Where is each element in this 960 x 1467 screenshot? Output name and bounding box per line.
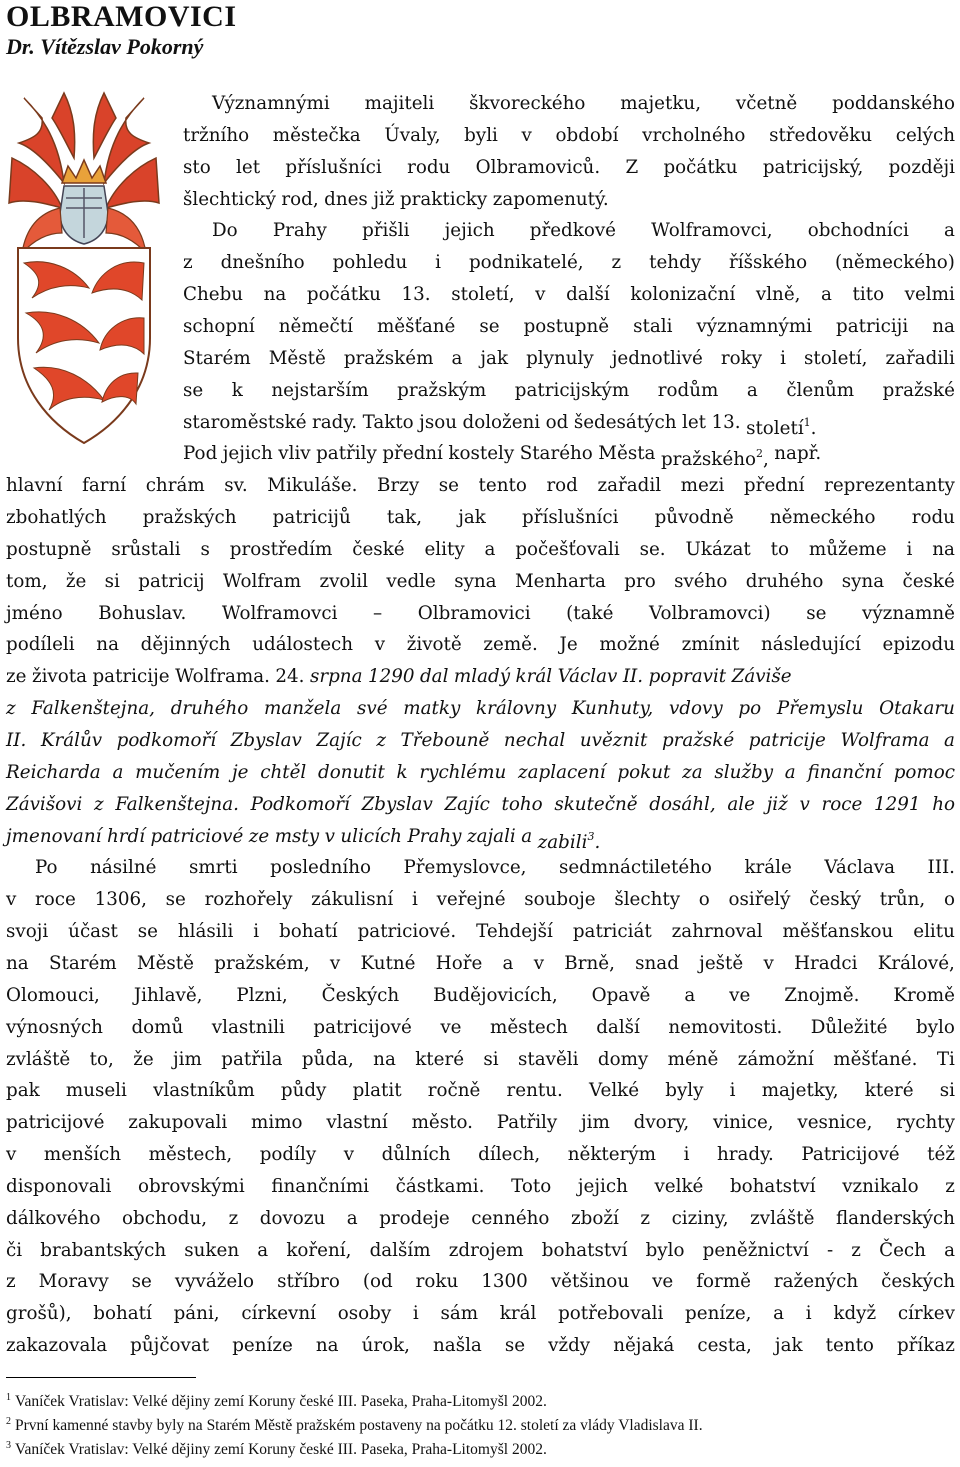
footnote-reference[interactable]: 3 <box>587 830 595 843</box>
text-line: se k nejstarším pražským patricijským rodům a členům pražské <box>183 380 955 401</box>
text-line: či brabantských suken a koření, dalším zdrojem bohatství bylo peněžnictví - z Čech a <box>6 1240 955 1261</box>
coat-of-arms-icon <box>4 88 164 450</box>
author-name: Dr. Vítězslav Pokorný <box>6 34 204 59</box>
text-line: svoji účast se hlásili i bohatí patriciové. Tehdejší patriciát zahrnoval měšťanskou elitu <box>6 921 955 942</box>
footnote-number: 2 <box>6 1416 11 1427</box>
text-line: jméno Bohuslav. Wolframovci – Olbramovici (také Volbramovci) se významně <box>6 603 955 624</box>
text-line: Olomouci, Jihlavě, Plzni, Českých Budějovicích, Opavě a ve Znojmě. Kromě <box>6 985 955 1006</box>
text-line: tržního městečka Úvaly, byli v období vrcholného středověku celých <box>183 125 955 146</box>
text-line: patricijové zakupovali mimo vlastní město. Patřily jim dvory, vinice, vesnice, rychty <box>6 1112 955 1133</box>
text-line: v roce 1306, se rozhořely zákulisní i veřejné souboje šlechty o osiřelý český trůn, o <box>6 889 955 910</box>
text-line: zakazovala půjčovat peníze na úrok, našla se vždy nějaká cesta, jak tento příkaz <box>6 1335 955 1356</box>
text-line: grošů), bohatí páni, církevní osoby i sám král potřebovali peníze, a i když církev <box>6 1303 955 1324</box>
text-line: Reicharda a mučením je chtěl donutit k rychlému zaplacení pokut za služby a finanční pomoc <box>6 762 955 783</box>
text-line: z Moravy se vyváželo stříbro (od roku 1300 většinou ve formě ražených českých <box>6 1271 955 1292</box>
footnote-text: Vaníček Vratislav: Velké dějiny zemí Koruny české III. Paseka, Praha-Litomyšl 2002. <box>15 1393 547 1410</box>
text-line: hlavní farní chrám sv. Mikuláše. Brzy se tento rod zařadil mezi přední reprezentanty <box>6 475 955 496</box>
footnote-reference[interactable]: 1 <box>803 416 811 429</box>
footnote-number: 3 <box>6 1440 11 1451</box>
text-line: schopní němečtí měšťané se postupně stali významnými patriciji na <box>183 316 955 337</box>
text-line: Chebu na počátku 13. století, v další kolonizační vlně, a tito velmi <box>183 284 955 305</box>
text-line: zbohatlých pražských patricijů tak, jak příslušníci původně německého rodu <box>6 507 955 528</box>
text-line: dálkového obchodu, z dovozu a prodeje cenného zboží z ciziny, zvláště flanderských <box>6 1208 955 1229</box>
footnote-reference[interactable]: 2 <box>755 447 763 460</box>
footnote-text: První kamenné stavby byly na Starém Městě pražském postaveny na počátku 12. století za vlády Vladislava II. <box>15 1417 703 1434</box>
text-line: šlechtický rod, dnes již prakticky zapomenutý. <box>183 189 609 210</box>
footnote-3 <box>6 1436 547 1460</box>
footnote-2 <box>6 1412 703 1436</box>
text-line: staroměstské rady. Takto jsou doloženi od šedesátých let 13. století$^1$. <box>183 412 817 439</box>
text-line: z Falkenštejna, druhého manžela své matky královny Kunhuty, vdovy po Přemyslu Otakaru <box>6 698 955 719</box>
footnote-1 <box>6 1388 547 1412</box>
text-line: Významnými majiteli škvoreckého majetku, včetně poddanského <box>212 93 955 114</box>
text-line: tom, že si patricij Wolfram zvolil vedle syna Menharta pro svého druhého syna české <box>6 571 955 592</box>
text-line: Do Prahy přišli jejich předkové Wolframovci, obchodníci a <box>212 220 955 241</box>
text-line: zvláště to, že jim patřila půda, na které si stavěli domy méně zámožní měšťané. Ti <box>6 1049 955 1070</box>
text-line: sto let příslušníci rodu Olbramoviců. Z počátku patricijský, později <box>183 157 955 178</box>
text-line: na Starém Městě pražském, v Kutné Hoře a v Brně, snad ještě v Hradci Králové, <box>6 953 955 974</box>
text-line: Starém Městě pražském a jak plynuly jednotlivé roky i století, zařadili <box>183 348 955 369</box>
text-line: Pod jejich vliv patřily přední kostely Starého Města pražského$^2$, např. <box>183 443 822 470</box>
text-line: podíleli na dějinných událostech v životě země. Je možné zmínit následující epizodu <box>6 634 955 655</box>
text-line: ze života patricije Wolframa. 24. srpna 1290 dal mladý král Václav II. popravit Záviše <box>6 666 792 687</box>
text-line: II. Králův podkomoří Zbyslav Zajíc z Třebouně nechal uvěznit pražské patricije Wolframa a <box>6 730 955 751</box>
document-title: OLBRAMOVICI <box>6 0 237 33</box>
text-line: Závišovi z Falkenštejna. Podkomoří Zbyslav Zajíc toho skutečně dosáhl, ale již v roce 1291 ho <box>6 794 955 815</box>
footnote-separator <box>6 1377 196 1378</box>
text-line: Po násilné smrti posledního Přemyslovce, sedmnáctiletého krále Václava III. <box>35 857 955 878</box>
text-line: z dnešního pohledu i podnikatelé, z tehdy říšského (německého) <box>183 252 955 273</box>
text-line: v menších městech, podíly v důlních dílech, některým i hrady. Patricijové též <box>6 1144 955 1165</box>
text-line: pak museli vlastníkům půdy platit ročně rentu. Velké byly i majetky, které si <box>6 1080 955 1101</box>
footnote-text: Vaníček Vratislav: Velké dějiny zemí Koruny české III. Paseka, Praha-Litomyšl 2002. <box>15 1441 547 1458</box>
text-line: postupně srůstali s prostředím české elity a počešťovali se. Ukázat to můžeme i na <box>6 539 955 560</box>
text-line: výnosných domů vlastnili patricijové ve městech další nemovitosti. Důležité bylo <box>6 1017 955 1038</box>
text-line: disponovali obrovskými finančními částkami. Toto jejich velké bohatství vznikalo z <box>6 1176 955 1197</box>
footnote-number: 1 <box>6 1392 11 1403</box>
text-line: jmenovaní hrdí patriciové ze msty v ulicích Prahy zajali a zabili$^3$. <box>6 826 601 853</box>
